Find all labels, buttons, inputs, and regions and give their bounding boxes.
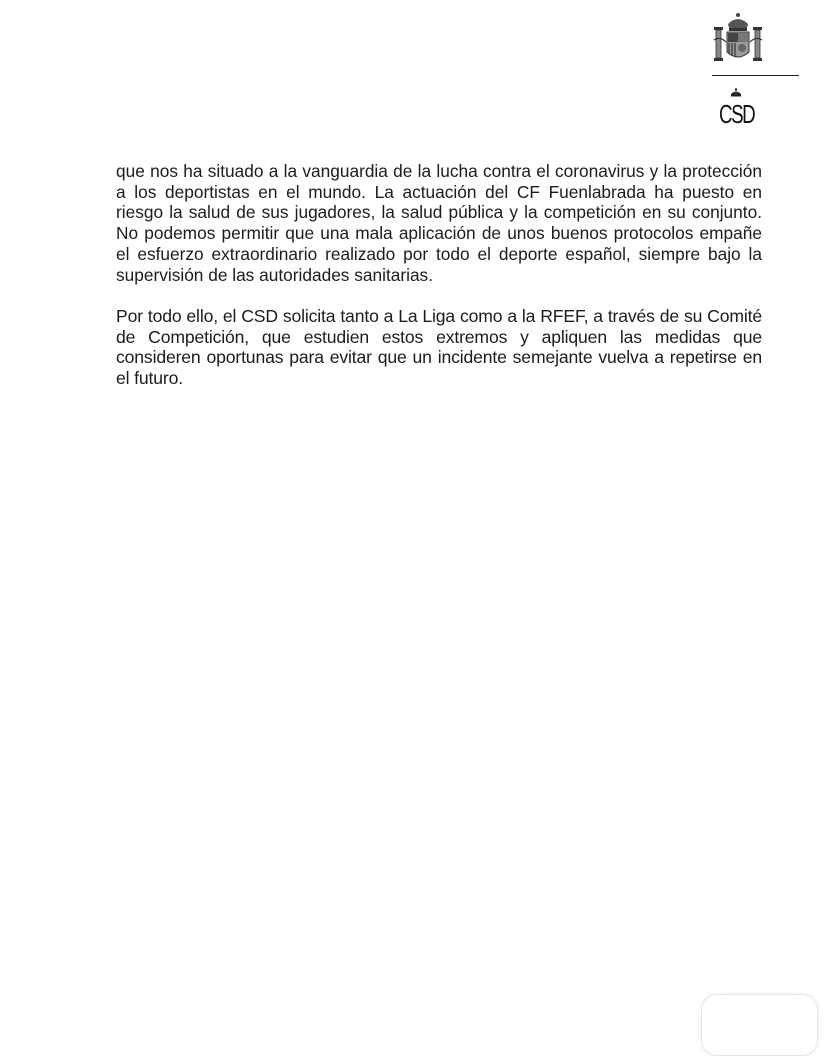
header-divider [712,75,799,76]
document-header [700,0,838,140]
overlay-card-edge [701,994,818,1056]
paragraph-2: Por todo ello, el CSD solicita tanto a La Liga como a la RFEF, a través de su Comité de Competición, que estudien estos extremos y apliquen las medidas que consideren oportunas para evitar que un incidente semejante vuelva a repetirse en el futuro. [116,306,762,389]
csd-logo-text: CSD [719,99,755,129]
crown-icon [729,88,743,98]
spain-coat-of-arms-icon [712,10,764,66]
paragraph-1: que nos ha situado a la vanguardia de la lucha contra el coronavirus y la protección a los deportistas en el mundo. La actuación del CF Fuenlabrada ha puesto en riesgo la salud de sus jugadores, la salud pública y la competición en su conjunto. No podemos permitir que una mala aplicación de unos buenos protocolos empañe el esfuerzo extraordinario realizado por todo el deporte español, siempre bajo la supervisión de las autoridades sanitarias. [116,161,762,285]
